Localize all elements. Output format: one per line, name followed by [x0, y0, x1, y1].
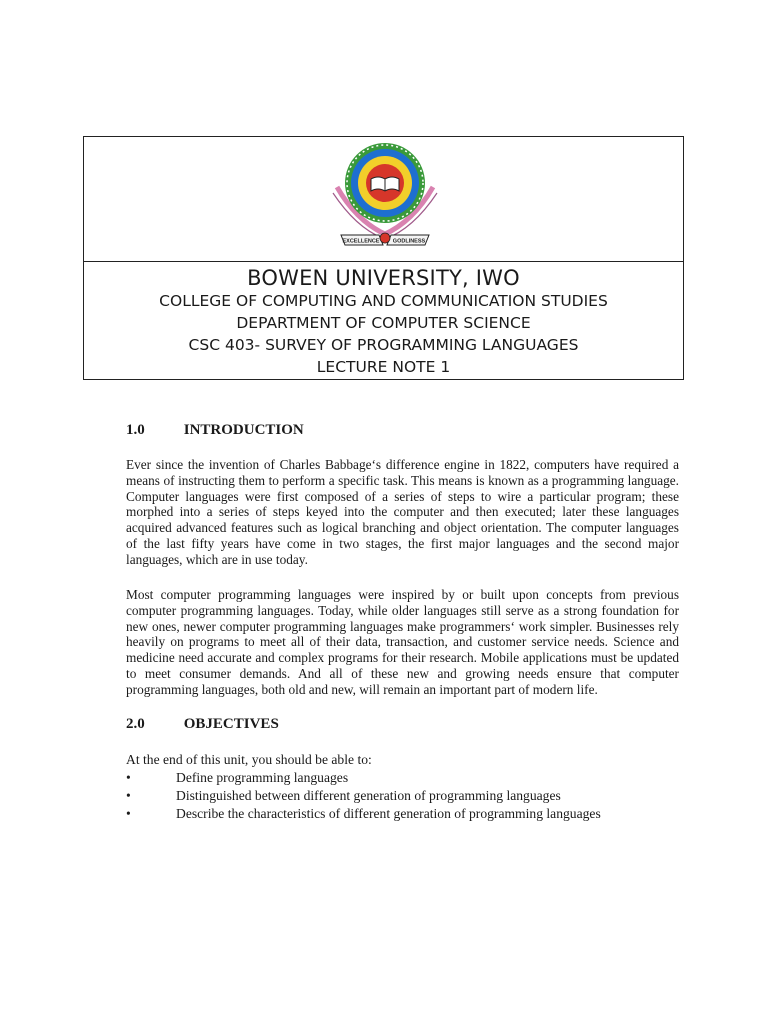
course-title: CSC 403- SURVEY OF PROGRAMMING LANGUAGES	[188, 336, 579, 354]
intro-paragraph-1: Ever since the invention of Charles Babbage‘s difference engine in 1822, computers have required a means of instructing them to perform a specific task. This means is known as a programming language. Computer languages were first composed of a series of steps to wire a particular program; these morphed into a series of steps keyed into the computer and then executed; later these languages acquired advanced features such as logical branching and object orientation. The computer languages of the last fifty years have come in two stages, the first major languages and the second major languages, which are in use today.	[126, 457, 679, 567]
lecture-note: LECTURE NOTE 1	[316, 358, 451, 376]
bullet-icon: •	[126, 788, 131, 803]
list-item	[126, 788, 561, 804]
motto-left: EXCELLENCE	[342, 238, 380, 245]
college-name: COLLEGE OF COMPUTING AND COMMUNICATION STUDIES	[159, 292, 608, 310]
objectives-lead: At the end of this unit, you should be able to:	[126, 752, 372, 767]
logo-area	[84, 137, 683, 262]
list-item	[126, 806, 601, 822]
list-item-text: Describe the characteristics of different generation of programming languages	[176, 806, 601, 821]
header-box	[83, 136, 684, 380]
list-item-text: Define programming languages	[176, 770, 349, 785]
intro-paragraph-2: Most computer programming languages were inspired by or built upon concepts from previous computer programming languages. Today, while older languages still serve as a strong foundation for new ones, newer computer programming languages make programmers‘ work simpler. Businesses rely heavily on programs to meet all of their data, transaction, and customer service needs. Science and medicine need accurate and complex programs for their research. Mobile applications must be updated to meet consumer demands. And all of these new and growing needs ensure that computer programming languages, both old and new, will remain an important part of modern life.	[126, 587, 679, 697]
bullet-icon: •	[126, 770, 131, 785]
list-item	[126, 770, 348, 786]
university-name: BOWEN UNIVERSITY, IWO	[247, 266, 520, 290]
university-crest-logo	[327, 137, 443, 257]
motto-right: GODLINESS	[392, 238, 426, 245]
section-heading-introduction	[126, 422, 304, 439]
list-item-text: Distinguished between different generation of programming languages	[176, 788, 561, 803]
section-title: OBJECTIVES	[183, 716, 279, 732]
section-title: INTRODUCTION	[183, 422, 304, 438]
section-heading-objectives	[126, 716, 279, 733]
title-area	[84, 261, 683, 379]
bullet-icon: •	[126, 806, 131, 821]
section-number: 1.0	[126, 422, 145, 438]
section-number: 2.0	[126, 716, 145, 732]
department-name: DEPARTMENT OF COMPUTER SCIENCE	[236, 314, 531, 332]
